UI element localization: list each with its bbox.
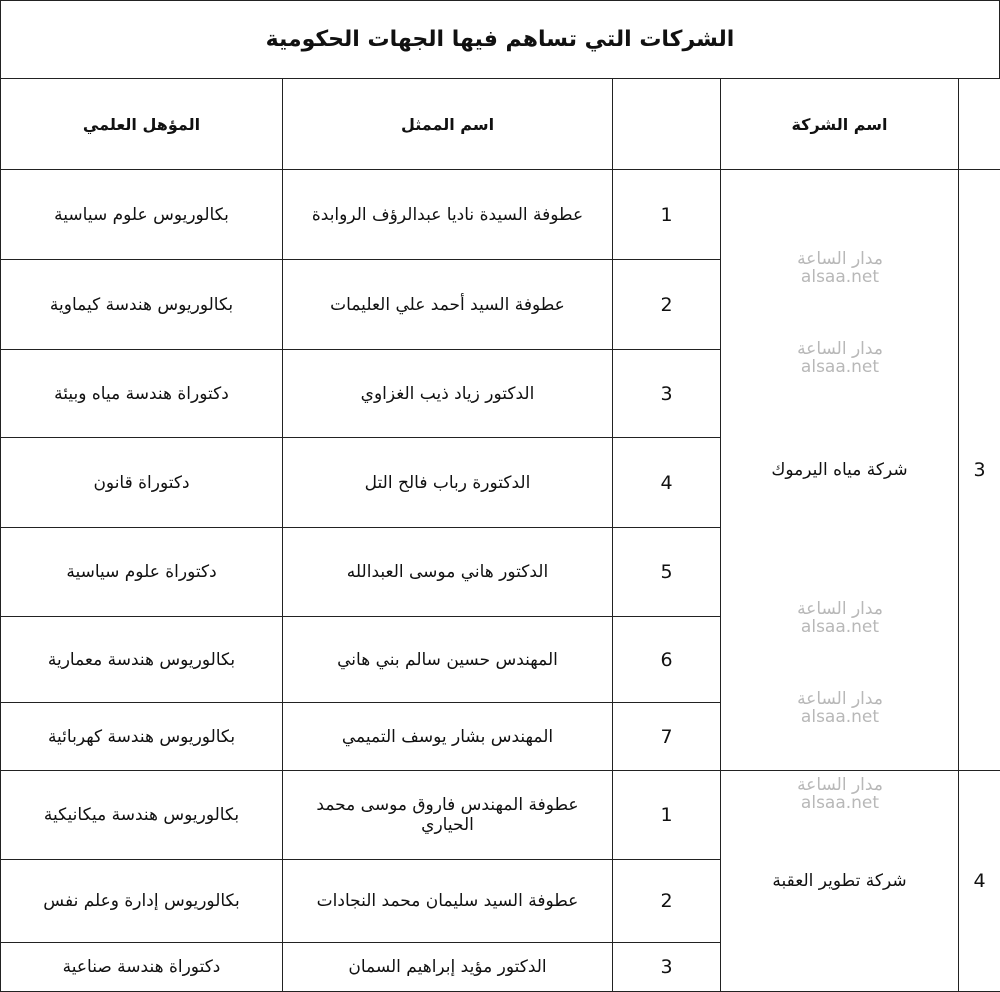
representative-name: الدكتور هاني موسى العبدالله [283,528,613,617]
row-number: 3 [613,943,721,992]
watermark-latin: alsaa.net [800,357,880,377]
representative-name: عطوفة المهندس فاروق موسى محمد الحياري [283,771,613,860]
watermark-latin: alsaa.net [800,267,880,287]
qualification: دكتوراة قانون [1,438,283,528]
watermark-latin: alsaa.net [800,707,880,727]
qualification: بكالوريوس هندسة ميكانيكية [1,771,283,860]
watermark [790,340,890,376]
row-number: 7 [613,703,721,771]
qualification: دكتوراة هندسة صناعية [1,943,283,992]
qualification: بكالوريوس إدارة وعلم نفس [1,860,283,943]
table-row [1,170,1000,260]
companies-table [0,78,1000,992]
representative-name: الدكتور زياد ذيب الغزاوي [283,350,613,438]
header-row [1,79,1000,170]
representative-name: المهندس بشار يوسف التميمي [283,703,613,771]
qualification: بكالوريوس هندسة كهربائية [1,703,283,771]
watermark-arabic: مدار الساعة [797,689,883,709]
row-number: 5 [613,528,721,617]
header-company: اسم الشركة [721,79,959,170]
page-title: الشركات التي تساهم فيها الجهات الحكومية [0,0,1000,78]
watermark [790,690,890,726]
watermark-arabic: مدار الساعة [797,249,883,269]
watermark-arabic: مدار الساعة [797,339,883,359]
watermark [790,250,890,286]
representative-name: عطوفة السيد أحمد علي العليمات [283,260,613,350]
qualification: دكتوراة علوم سياسية [1,528,283,617]
qualification: بكالوريوس هندسة معمارية [1,617,283,703]
representative-name: عطوفة السيدة ناديا عبدالرؤف الروابدة [283,170,613,260]
row-number: 3 [613,350,721,438]
watermark [790,600,890,636]
watermark [790,776,890,812]
row-number: 2 [613,260,721,350]
group-index: 4 [959,771,1000,992]
representative-name: عطوفة السيد سليمان محمد النجادات [283,860,613,943]
company-name: شركة تطوير العقبة [721,771,959,992]
row-number: 2 [613,860,721,943]
header-name: اسم الممثل [283,79,613,170]
qualification: دكتوراة هندسة مياه وبيئة [1,350,283,438]
qualification: بكالوريوس هندسة كيماوية [1,260,283,350]
qualification: بكالوريوس علوم سياسية [1,170,283,260]
group-index: 3 [959,170,1000,771]
representative-name: الدكتورة رباب فالح التل [283,438,613,528]
representative-name: المهندس حسين سالم بني هاني [283,617,613,703]
row-number: 1 [613,170,721,260]
watermark-latin: alsaa.net [800,793,880,813]
row-number: 1 [613,771,721,860]
header-index [959,79,1000,170]
watermark-arabic: مدار الساعة [797,775,883,795]
row-number: 4 [613,438,721,528]
header-qualification: المؤهل العلمي [1,79,283,170]
watermark-arabic: مدار الساعة [797,599,883,619]
header-number [613,79,721,170]
representative-name: الدكتور مؤيد إبراهيم السمان [283,943,613,992]
watermark-latin: alsaa.net [800,617,880,637]
row-number: 6 [613,617,721,703]
company-name: شركة مياه اليرموك [721,170,959,771]
